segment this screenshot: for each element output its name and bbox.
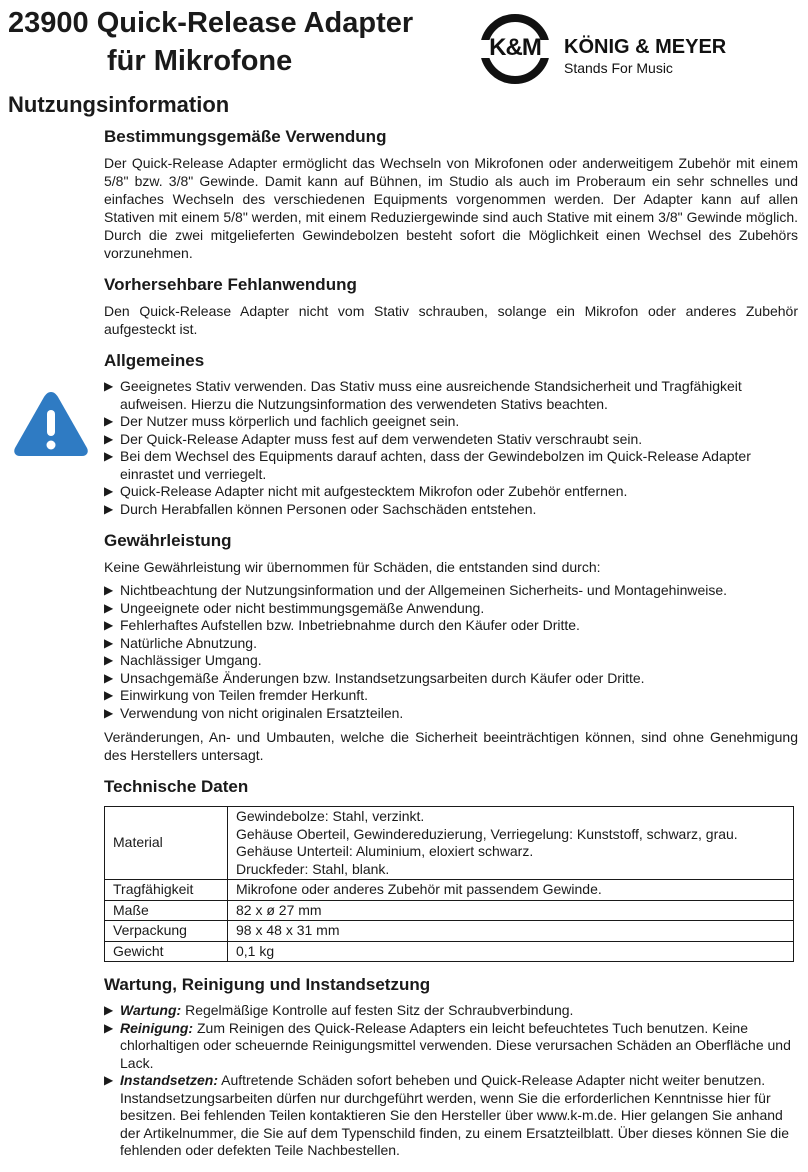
maintenance-term: Reinigung: bbox=[120, 1019, 194, 1036]
title-line-2: für Mikrofone bbox=[107, 45, 293, 77]
table-cell-value bbox=[228, 807, 794, 880]
logo-mark-text: K&M bbox=[489, 34, 541, 61]
section-misuse bbox=[104, 274, 798, 338]
heading-tech-data: Technische Daten bbox=[104, 777, 249, 796]
table-cell-value: 98 x 48 x 31 mm bbox=[228, 921, 794, 942]
list-item: ▶ Nichtbeachtung der Nutzungsinformation und der Allgemeinen Sicherheits- und Montagehinweise. bbox=[104, 582, 798, 600]
list-item bbox=[104, 1002, 798, 1020]
heading-maintenance: Wartung, Reinigung und Instandsetzung bbox=[104, 975, 431, 994]
list-item: ▶ Durch Herabfallen können Personen oder Sachschäden entstehen. bbox=[104, 501, 798, 519]
list-item: ▶ Bei dem Wechsel des Equipments darauf achten, dass der Gewindebolzen im Quick-Release Adapter einrastet und verriegelt. bbox=[104, 448, 798, 483]
heading-intended-use: Bestimmungsgemäße Verwendung bbox=[104, 127, 387, 146]
list-item: ▶ Nachlässiger Umgang. bbox=[104, 652, 798, 670]
table-cell-label: Maße bbox=[105, 900, 228, 921]
section-tech-data bbox=[104, 776, 798, 962]
table-cell-label: Tragfähigkeit bbox=[105, 880, 228, 901]
table-row bbox=[105, 880, 794, 901]
warning-triangle-icon bbox=[12, 388, 90, 458]
section-warranty bbox=[104, 530, 798, 764]
maintenance-term: Wartung: bbox=[120, 1002, 182, 1018]
table-cell-label: Gewicht bbox=[105, 941, 228, 962]
warranty-outro: Veränderungen, An- und Umbauten, welche die Sicherheit beeinträchtigen können, sind ohne Genehmigung des Herstellers untersagt. bbox=[104, 729, 798, 763]
maintenance-text: Auftretende Schäden sofort beheben und Quick-Release Adapter nicht weiter benutzen. Instandsetzungsarbeiten dürfen nur durchgeführt werden, wenn Sie die erforderlichen Kenntnisse hier für besitzen. Bei fehlenden Teilen kontaktieren Sie den Hersteller über www.k-m.de. Hier gelangen Sie anhand der Artikelnummer, die Sie auf dem Typenschild finden, zu einem Ersatzteilblatt. Über dieses können Sie die fehlenden oder defekten Teile Nachbestellen. bbox=[120, 1072, 789, 1158]
maintenance-text: Zum Reinigen des Quick-Release Adapters ein leicht befeuchtetes Tuch benutzen. Keine chlorhaltigen oder scheuernde Reinigungsmittel verwenden. Diese verursachen Schäden an Oberfläche und Lack. bbox=[120, 1019, 791, 1071]
list-item: ▶ Der Quick-Release Adapter muss fest auf dem verwendeten Stativ verschraubt sein. bbox=[104, 431, 798, 449]
warranty-intro: Keine Gewährleistung wir übernommen für Schäden, die entstanden sind durch: bbox=[104, 559, 601, 575]
tech-data-table bbox=[104, 806, 794, 962]
list-item: ▶ Geeignetes Stativ verwenden. Das Stativ muss eine ausreichende Standsicherheit und Tragfähigkeit aufweisen. Hierzu die Nutzungsinformation des verwendeten Stativs beachten. bbox=[104, 378, 798, 413]
section-intended-use bbox=[104, 126, 798, 262]
document-title bbox=[8, 4, 413, 80]
maintenance-text: Regelmäßige Kontrolle auf festen Sitz der Schraubverbindung. bbox=[181, 1002, 574, 1018]
section-general bbox=[104, 350, 798, 518]
list-item: ▶ Der Nutzer muss körperlich und fachlich geeignet sein. bbox=[104, 413, 798, 431]
warranty-list bbox=[104, 582, 798, 722]
material-line: Druckfeder: Stahl, blank. bbox=[236, 860, 390, 877]
table-row bbox=[105, 807, 794, 880]
main-content bbox=[104, 126, 798, 1172]
material-line: Gehäuse Oberteil, Gewindereduzierung, Verriegelung: Kunststoff, schwarz, grau. bbox=[236, 825, 738, 842]
list-item: ▶ Verwendung von nicht originalen Ersatzteilen. bbox=[104, 705, 798, 723]
list-item: ▶ Ungeeignete oder nicht bestimmungsgemäße Anwendung. bbox=[104, 600, 798, 618]
table-cell-label: Verpackung bbox=[105, 921, 228, 942]
material-line: Gehäuse Unterteil: Aluminium, eloxiert schwarz. bbox=[236, 843, 534, 859]
logo-company-name: KÖNIG & MEYER bbox=[564, 36, 727, 58]
list-item: ▶ Unsachgemäße Änderungen bzw. Instandsetzungsarbeiten durch Käufer oder Dritte. bbox=[104, 670, 798, 688]
list-item: ▶ Natürliche Abnutzung. bbox=[104, 635, 798, 653]
km-logo bbox=[480, 12, 802, 82]
document-subtitle: Nutzungsinformation bbox=[8, 92, 230, 117]
misuse-text: Den Quick-Release Adapter nicht vom Stativ schrauben, solange ein Mikrofon oder anderes Zubehör aufgesteckt ist. bbox=[104, 303, 798, 337]
table-row bbox=[105, 921, 794, 942]
general-list bbox=[104, 378, 798, 518]
heading-general: Allgemeines bbox=[104, 351, 205, 370]
maintenance-list bbox=[104, 1002, 798, 1160]
list-item: ▶ Quick-Release Adapter nicht mit aufgestecktem Mikrofon oder Zubehör entfernen. bbox=[104, 483, 798, 501]
list-item bbox=[104, 1072, 798, 1160]
section-maintenance bbox=[104, 974, 798, 1160]
intended-use-text: Der Quick-Release Adapter ermöglicht das Wechseln von Mikrofonen oder anderweitigem Zubehör mit einem 5/8" bzw. 3/8" Gewinde. Damit kann auf Bühnen, im Studio als auch im Proberaum ein sehr schnelles und einfaches Wechseln des verschiedenen Equipments vorgenommen werden. Der Adapter kann auf allen Stativen mit einem 5/8" werden, mit einem Reduziergewinde sind auch Stative mit einem 3/8" Gewinde möglich. Durch die zwei mitgelieferten Gewindebolzen besteht sofort die Möglichkeit einen Wechsel des Zubehörs vorzunehmen. bbox=[104, 155, 798, 261]
table-row bbox=[105, 900, 794, 921]
table-row bbox=[105, 941, 794, 962]
table-cell-label: Material bbox=[105, 807, 228, 880]
heading-misuse: Vorhersehbare Fehlanwendung bbox=[104, 275, 357, 294]
table-cell-value: 82 x ø 27 mm bbox=[228, 900, 794, 921]
logo-tagline: Stands For Music bbox=[564, 60, 673, 76]
table-cell-value: Mikrofone oder anderes Zubehör mit passendem Gewinde. bbox=[228, 880, 794, 901]
table-cell-value: 0,1 kg bbox=[228, 941, 794, 962]
list-item: ▶ Einwirkung von Teilen fremder Herkunft. bbox=[104, 687, 798, 705]
heading-warranty: Gewährleistung bbox=[104, 531, 232, 550]
list-item bbox=[104, 1020, 798, 1073]
maintenance-term: Instandsetzen: bbox=[120, 1072, 219, 1088]
material-line: Gewindebolze: Stahl, verzinkt. bbox=[236, 808, 425, 824]
title-line-1: 23900 Quick-Release Adapter bbox=[8, 7, 414, 39]
list-item: ▶ Fehlerhaftes Aufstellen bzw. Inbetriebnahme durch den Käufer oder Dritte. bbox=[104, 617, 798, 635]
